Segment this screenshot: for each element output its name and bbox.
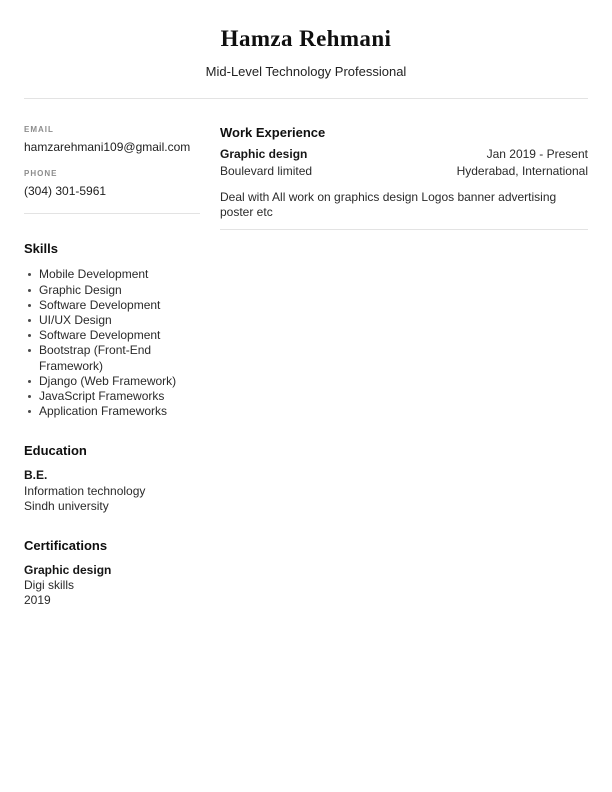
contact-section bbox=[24, 125, 200, 198]
degree: B.E. bbox=[24, 468, 48, 483]
job-title-row bbox=[220, 147, 588, 162]
person-name: Hamza Rehmani bbox=[220, 26, 392, 51]
company-name: Boulevard limited bbox=[220, 163, 313, 178]
email-value: hamzarehmani109@gmail.com bbox=[24, 140, 191, 155]
bullet-icon bbox=[28, 334, 31, 337]
skill-item bbox=[24, 283, 200, 298]
resume-body bbox=[24, 125, 588, 608]
field-of-study: Information technology bbox=[24, 483, 146, 498]
experience-heading: Work Experience bbox=[220, 125, 326, 141]
certification-year: 2019 bbox=[24, 593, 51, 608]
job-location: Hyderabad, International bbox=[456, 163, 588, 178]
skill-label: UI/UX Design bbox=[39, 312, 112, 327]
person-job-title: Mid-Level Technology Professional bbox=[205, 64, 407, 80]
resume-header bbox=[24, 26, 588, 79]
skill-label: Software Development bbox=[39, 297, 161, 312]
skills-list bbox=[24, 267, 200, 419]
certification-issuer: Digi skills bbox=[24, 578, 75, 593]
bullet-icon bbox=[28, 319, 31, 322]
skill-label: Software Development bbox=[39, 328, 161, 343]
bullet-icon bbox=[28, 380, 31, 383]
skill-label: JavaScript Frameworks bbox=[39, 388, 165, 403]
bullet-icon bbox=[28, 289, 31, 292]
bullet-icon bbox=[28, 304, 31, 307]
experience-entry bbox=[220, 147, 588, 230]
certifications-section bbox=[24, 538, 200, 609]
company-row bbox=[220, 164, 588, 179]
certifications-heading: Certifications bbox=[24, 537, 108, 553]
contact-divider bbox=[24, 213, 200, 214]
left-column bbox=[24, 125, 200, 608]
skill-label: Mobile Development bbox=[39, 267, 149, 282]
skill-item bbox=[24, 328, 200, 343]
header-divider bbox=[24, 98, 588, 99]
certification-name: Graphic design bbox=[24, 562, 112, 577]
job-title: Graphic design bbox=[220, 147, 308, 162]
skill-item bbox=[24, 313, 200, 328]
skill-item bbox=[24, 267, 200, 282]
main-column bbox=[200, 125, 588, 608]
phone-value: (304) 301-5961 bbox=[24, 184, 107, 199]
experience-section bbox=[220, 125, 588, 230]
skills-section bbox=[24, 241, 200, 419]
bullet-icon bbox=[28, 395, 31, 398]
education-heading: Education bbox=[24, 443, 87, 459]
job-dates: Jan 2019 - Present bbox=[486, 147, 588, 162]
skill-item bbox=[24, 343, 200, 373]
skill-label: Django (Web Framework) bbox=[39, 373, 177, 388]
bullet-icon bbox=[28, 349, 31, 352]
bullet-icon bbox=[28, 410, 31, 413]
skill-item bbox=[24, 298, 200, 313]
skill-item bbox=[24, 389, 200, 404]
skills-heading: Skills bbox=[24, 241, 58, 257]
skill-label: Application Frameworks bbox=[39, 404, 168, 419]
skill-item bbox=[24, 374, 200, 389]
phone-label: PHONE bbox=[24, 169, 58, 179]
skill-label: Bootstrap (Front-End Framework) bbox=[39, 343, 152, 373]
education-section bbox=[24, 443, 200, 514]
email-label: EMAIL bbox=[24, 125, 54, 135]
job-description: Deal with All work on graphics design Logos banner advertising poster etc bbox=[220, 190, 588, 230]
skill-label: Graphic Design bbox=[39, 282, 122, 297]
bullet-icon bbox=[28, 273, 31, 276]
skill-item bbox=[24, 404, 200, 419]
school-name: Sindh university bbox=[24, 498, 109, 513]
